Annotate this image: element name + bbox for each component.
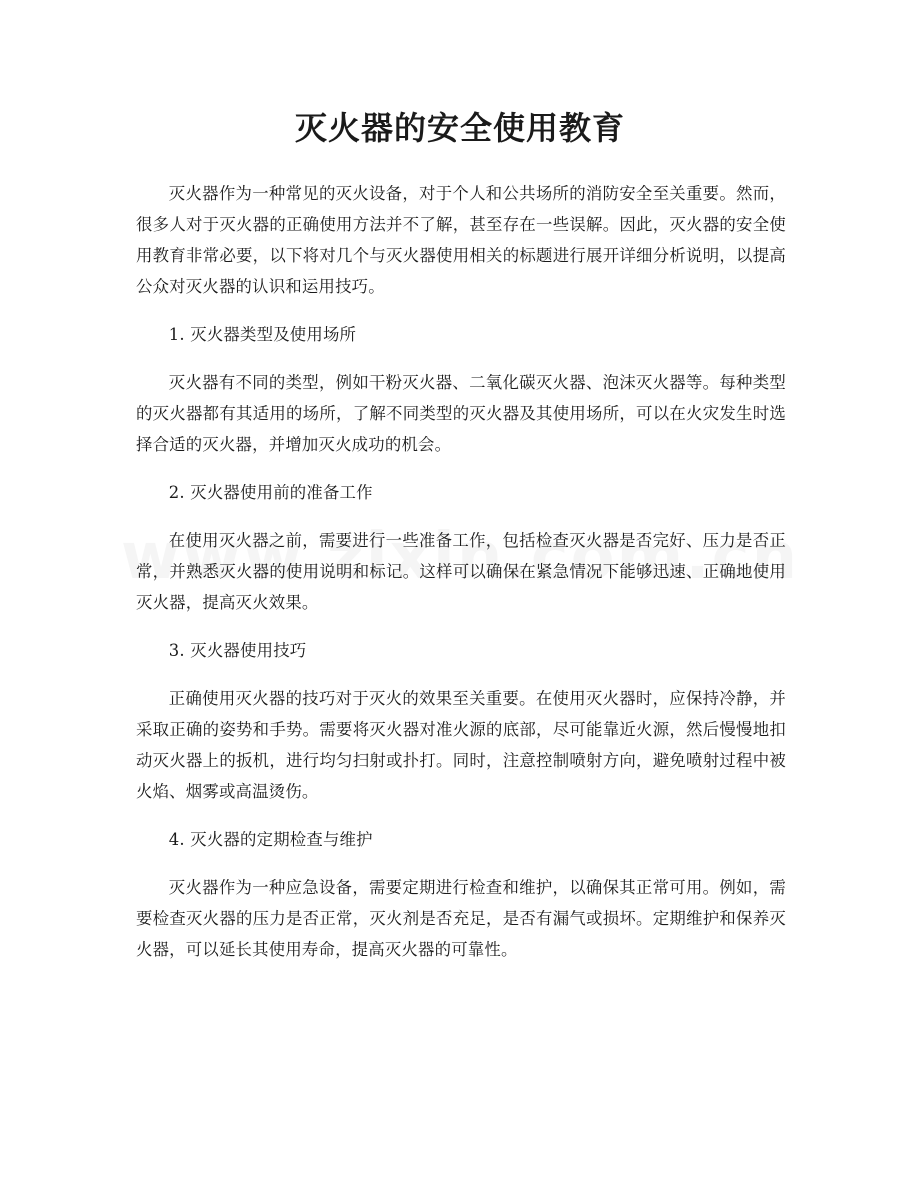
- page-title: 灭火器的安全使用教育: [294, 109, 625, 147]
- intro-paragraph: 灭火器作为一种常见的灭火设备，对于个人和公共场所的消防安全至关重要。然而，很多人对于灭火器的正确使用方法并不了解，甚至存在一些误解。因此，灭火器的安全使用教育非常必要，以下将对几个与灭火器使用相关的标题进行展开详细分析说明，以提高公众对灭火器的认识和运用技巧。: [136, 184, 786, 296]
- document-body: [136, 178, 786, 982]
- section-paragraph-1: 灭火器有不同的类型，例如干粉灭火器、二氧化碳灭火器、泡沫灭火器等。每种类型的灭火器都有其适用的场所，了解不同类型的灭火器及其使用场所，可以在火灾发生时选择合适的灭火器，并增加灭火成功的机会。: [136, 373, 786, 454]
- section-heading-3: 3. 灭火器使用技巧: [168, 641, 307, 660]
- section-heading-4: 4. 灭火器的定期检查与维护: [168, 830, 373, 849]
- section-paragraph-3: 正确使用灭火器的技巧对于灭火的效果至关重要。在使用灭火器时，应保持冷静，并采取正确的姿势和手势。需要将灭火器对准火源的底部，尽可能靠近火源，然后慢慢地扣动灭火器上的扳机，进行均匀扫射或扑打。同时，注意控制喷射方向，避免喷射过程中被火焰、烟雾或高温烫伤。: [136, 689, 786, 801]
- section-paragraph-2: 在使用灭火器之前，需要进行一些准备工作，包括检查灭火器是否完好、压力是否正常，并熟悉灭火器的使用说明和标记。这样可以确保在紧急情况下能够迅速、正确地使用灭火器，提高灭火效果。: [136, 531, 786, 612]
- section-heading-1: 1. 灭火器类型及使用场所: [168, 325, 357, 344]
- section-paragraph-4: 灭火器作为一种应急设备，需要定期进行检查和维护，以确保其正常可用。例如，需要检查灭火器的压力是否正常，灭火剂是否充足，是否有漏气或损坏。定期维护和保养灭火器，可以延长其使用寿命，提高灭火器的可靠性。: [136, 878, 786, 959]
- section-heading-2: 2. 灭火器使用前的准备工作: [168, 483, 373, 502]
